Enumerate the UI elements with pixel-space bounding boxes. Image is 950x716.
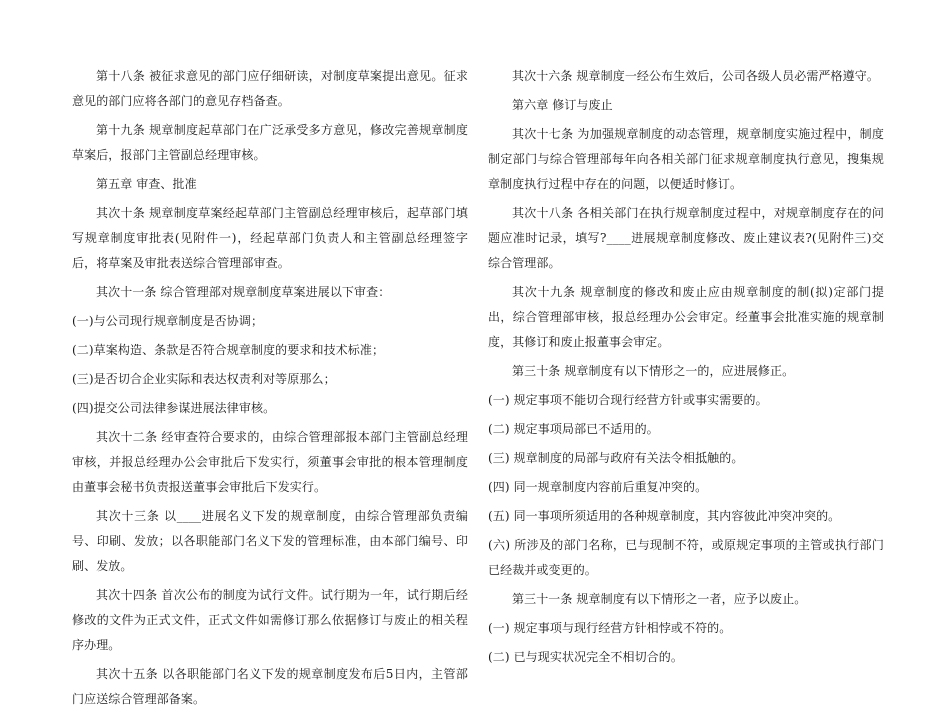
paragraph: (一)与公司现行规章制度是否协调； xyxy=(72,314,264,328)
paragraph: 第十八条 被征求意见的部门应仔细研读，对制度草案提出意见。征求意见的部门应将各部门的意见存档备查。 xyxy=(72,69,468,108)
paragraph: (五) 同一事项所须适用的各种规章制度，其内容彼此冲突冲突的。 xyxy=(488,509,841,523)
paragraph: (四)提交公司法律参谋进展法律审核。 xyxy=(72,401,276,415)
right-column xyxy=(488,64,884,674)
paragraph: 第三十条 规章制度有以下情形之一的，应进展修正。 xyxy=(512,364,795,378)
left-column xyxy=(72,64,468,716)
paragraph: 第十九条 规章制度起草部门在广泛承受多方意见，修改完善规章制度草案后，报部门主管副总经理审核。 xyxy=(72,123,468,162)
paragraph: 其次十二条 经审查符合要求的，由综合管理部报本部门主管副总经理审核，并报总经理办公会审批后下发实行，须董事会审批的根本管理制度由董事会秘书负责报送董事会审批后下发实行。 xyxy=(72,430,468,494)
paragraph: (二) 规定事项局部已不适用的。 xyxy=(488,422,659,436)
paragraph: 其次十七条 为加强规章制度的动态管理，规章制度实施过程中，制度制定部门与综合管理部每年向各相关部门征求规章制度执行意见，搜集规章制度执行过程中存在的问题，以便适时修订。 xyxy=(488,127,884,191)
paragraph: (一) 规定事项不能切合现行经营方针或事实需要的。 xyxy=(488,393,768,407)
paragraph: (三) 规章制度的局部与政府有关法令相抵触的。 xyxy=(488,451,744,465)
paragraph: (二) 已与现实状况完全不相切合的。 xyxy=(488,650,683,664)
paragraph: (一) 规定事项与现行经营方针相悖或不符的。 xyxy=(488,621,732,635)
paragraph: 其次十三条 以____进展名义下发的规章制度，由综合管理部负责编号、印刷、发放；以各职能部门名义下发的管理标准，由本部门编号、印刷、发放。 xyxy=(72,509,468,573)
paragraph: 第三十一条 规章制度有以下情形之一者，应予以废止。 xyxy=(512,592,807,606)
paragraph: 其次十九条 规章制度的修改和废止应由规章制度的制(拟)定部门提出，综合管理部审核，报总经理办公会审定。经董事会批准实施的规章制度，其修订和废止报董事会审定。 xyxy=(488,285,884,349)
paragraph: 其次十条 规章制度草案经起草部门主管副总经理审核后，起草部门填写规章制度审批表(见附件一)，经起草部门负责人和主管副总经理签字后，将草案及审批表送综合管理部审查。 xyxy=(72,206,468,270)
paragraph: 其次十八条 各相关部门在执行规章制度过程中，对规章制度存在的问题应准时记录，填写?____进展规章制度修改、废止建议表?(见附件三)交综合管理部。 xyxy=(488,206,884,270)
paragraph: 其次十五条 以各职能部门名义下发的规章制度发布后5日内，主管部门应送综合管理部备案。 xyxy=(72,667,468,706)
paragraph: (三)是否切合企业实际和表达权责利对等原那么； xyxy=(72,372,336,386)
paragraph: 其次十四条 首次公布的制度为试行文件。试行期为一年，试行期后经修改的文件为正式文件，正式文件如需修订那么依据修订与废止的相关程序办理。 xyxy=(72,588,468,652)
paragraph: 其次十一条 综合管理部对规章制度草案进展以下审查： xyxy=(96,285,391,299)
paragraph: (二)草案构造、条款是否符合规章制度的要求和技术标准； xyxy=(72,343,385,357)
paragraph: (六) 所涉及的部门名称，已与现制不符，或原规定事项的主管或执行部门已经裁并或变更的。 xyxy=(488,538,884,577)
paragraph: 其次十六条 规章制度一经公布生效后，公司各级人员必需严格遵守。 xyxy=(512,69,879,83)
paragraph: 第六章 修订与废止 xyxy=(512,98,613,112)
paragraph: 第五章 审查、批准 xyxy=(96,177,197,191)
paragraph: (四) 同一规章制度内容前后重复冲突的。 xyxy=(488,480,708,494)
